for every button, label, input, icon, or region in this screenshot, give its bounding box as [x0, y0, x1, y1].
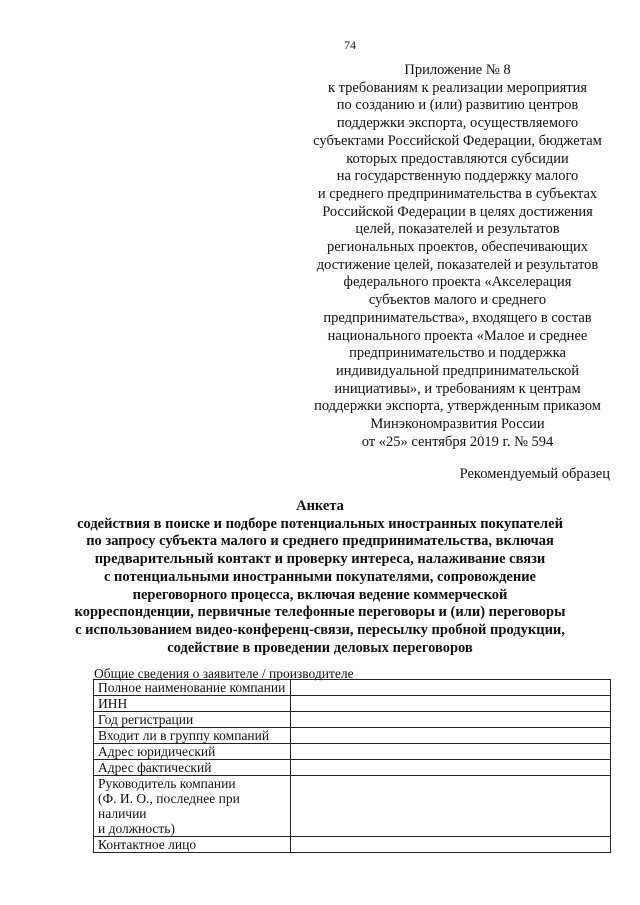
- row-value-field[interactable]: [291, 680, 611, 696]
- appendix-line: целей, показателей и результатов: [355, 221, 560, 238]
- appendix-line: инициативы», и требованиям к центрам: [334, 380, 581, 397]
- appendix-line: федерального проекта «Акселерация: [343, 274, 572, 291]
- appendix-line: субъектов малого и среднего: [368, 292, 547, 309]
- appendix-line: на государственную поддержку малого: [336, 168, 579, 185]
- appendix-line: достижение целей, показателей и результатов: [316, 256, 599, 273]
- row-label: Руководитель компании (Ф. И. О., последнее при наличии и должность): [94, 776, 291, 837]
- form-title-line: по запросу субъекта малого и среднего предпринимательства, включая: [86, 533, 554, 550]
- row-value-field[interactable]: [291, 776, 611, 837]
- appendix-line: и среднего предпринимательства в субъектах: [317, 185, 598, 202]
- row-label: Адрес фактический: [94, 760, 291, 776]
- row-label: Год регистрации: [94, 712, 291, 728]
- appendix-line: субъектами Российской Федерации, бюджетам: [313, 132, 602, 149]
- row-value-field[interactable]: [291, 837, 611, 853]
- row-label: ИНН: [94, 696, 291, 712]
- table-row: [94, 744, 611, 760]
- form-title-line: с использованием видео-конференц-связи, пересылку пробной продукции,: [75, 621, 565, 638]
- row-value-field[interactable]: [291, 760, 611, 776]
- appendix-block: [300, 62, 615, 451]
- section-caption: Общие сведения о заявителе / производителе: [94, 666, 354, 681]
- form-heading: Анкета: [296, 498, 344, 514]
- appendix-line: Приложение № 8: [404, 62, 511, 78]
- table-row: [94, 680, 611, 696]
- row-label: Полное наименование компании: [94, 680, 291, 696]
- page-number: 74: [344, 38, 356, 52]
- row-value-field[interactable]: [291, 744, 611, 760]
- row-label: Контактное лицо: [94, 837, 291, 853]
- row-value-field[interactable]: [291, 728, 611, 744]
- table-row: [94, 776, 611, 837]
- row-label: Адрес юридический: [94, 744, 291, 760]
- form-title-line: содействия в поиске и подборе потенциальных иностранных покупателей: [77, 515, 563, 532]
- table-row: [94, 712, 611, 728]
- appendix-line: индивидуальной предпринимательской: [336, 362, 579, 379]
- row-label: Входит ли в группу компаний: [94, 728, 291, 744]
- table-row: [94, 760, 611, 776]
- row-value-field[interactable]: [291, 696, 611, 712]
- appendix-line: национального проекта «Малое и среднее: [327, 327, 588, 344]
- form-title-line: с потенциальными иностранными покупателями, сопровождение: [104, 568, 536, 585]
- form-title-line: переговорного процесса, включая ведение коммерческой: [132, 586, 508, 603]
- appendix-line: региональных проектов, обеспечивающих: [326, 239, 589, 256]
- form-title: [40, 498, 600, 657]
- appendix-line: по созданию и (или) развитию центров: [336, 97, 579, 114]
- appendix-line: предпринимательства», входящего в состав: [323, 309, 592, 326]
- appendix-line: к требованиям к реализации мероприятия: [327, 79, 588, 96]
- table-row: [94, 696, 611, 712]
- form-title-line: корреспонденции, первичные телефонные переговоры и (или) переговоры: [74, 604, 566, 621]
- appendix-line: предпринимательство и поддержка: [349, 345, 566, 362]
- table-row: [94, 728, 611, 744]
- appendix-line: Минэкономразвития России: [370, 416, 545, 433]
- recommended-sample-label: Рекомендуемый образец: [459, 466, 610, 482]
- row-value-field[interactable]: [291, 712, 611, 728]
- table-row: [94, 837, 611, 853]
- form-title-line: предварительный контакт и проверку интереса, налаживание связи: [94, 551, 546, 568]
- appendix-line: которых предоставляются субсидии: [346, 150, 569, 167]
- appendix-line: поддержки экспорта, осуществляемого: [336, 115, 579, 132]
- appendix-line: от «25» сентября 2019 г. № 594: [361, 433, 554, 450]
- appendix-line: Российской Федерации в целях достижения: [322, 203, 593, 220]
- appendix-line: поддержки экспорта, утвержденным приказом: [314, 398, 601, 415]
- applicant-info-table: [93, 679, 611, 853]
- form-title-line: содействие в проведении деловых переговоров: [167, 639, 473, 656]
